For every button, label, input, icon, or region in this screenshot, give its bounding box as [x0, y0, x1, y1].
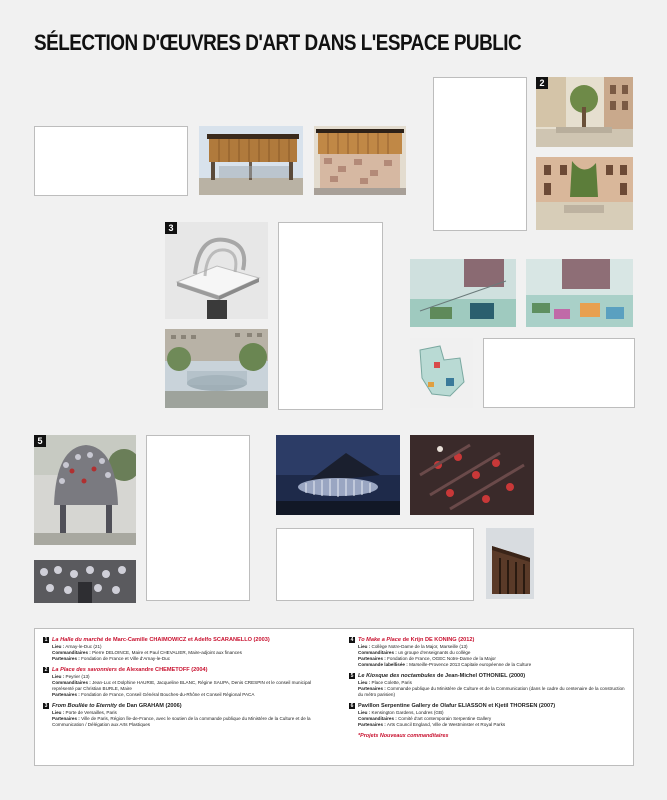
caption-line: Commanditaires : Jean-Luc et Dolphine HAURIE, Jacqueline BLANC, Régine SAUPA, Denis CRESPIN et le conseil municipal représenté par Christian BURLE, Maire	[52, 680, 312, 691]
caption-line: Lieu : Collège Notre-Dame de la Major, Marseille (13)	[358, 644, 468, 649]
place-savonniers-photo-2	[536, 157, 633, 230]
empty-frame	[34, 126, 188, 196]
caption-entry-4	[349, 637, 627, 668]
caption-line: Partenaires : Fondation de France, Conseil Général Bouches-du-Rhône et Conseil Régional PACA	[52, 692, 255, 697]
graham-pavilion-photo	[165, 329, 268, 408]
empty-frame	[146, 435, 250, 601]
caption-line: Lieu : Place Colette, Paris	[358, 680, 412, 685]
market-hall-photo-2	[314, 126, 406, 195]
caption-line: Lieu : Arnay-le-Duc (21)	[52, 644, 102, 649]
make-a-place-photo	[410, 259, 516, 327]
caption-line: Lieu : Porte de Versailles, Paris	[52, 710, 117, 715]
serpentine-exterior-photo	[486, 528, 534, 599]
place-savonniers-photo	[536, 77, 633, 147]
make-a-place-plan	[410, 338, 473, 408]
caption-heading: 4 To Make a Place de Krijn DE KONING (2012)	[350, 637, 475, 643]
empty-frame	[278, 222, 383, 410]
empty-frame	[276, 528, 474, 601]
marker-3: 3	[165, 222, 177, 234]
caption-line: Partenaires : Ville de Paris, Région Île-de-France, avec le soutien de la commande publique du Ministère de la Culture et de la Communication / Délégation aux Arts Plastiques	[52, 716, 311, 727]
caption-line: Partenaires : Arts Council England, Ville de Westminster et Royal Parks	[358, 722, 506, 727]
caption-entry-5	[349, 673, 627, 698]
caption-entry-1	[43, 637, 328, 662]
caption-entry-6	[349, 703, 627, 728]
caption-heading: 1 La Halle du marché de Marc-Camille CHAIMOWICZ et Adelfo SCARANELLO (2003)	[44, 637, 270, 643]
caption-line: Partenaires : Commande publique du Ministère de Culture et de la Communication (dans le cadre du centenaire de la construction du métro parisien)	[358, 686, 625, 697]
caption-entry-2	[43, 667, 328, 698]
caption-line: Commande labellisée : Marseille-Provence 2013 Capitale européenne de la Culture	[358, 662, 532, 667]
caption-column-right	[349, 637, 627, 739]
caption-line: Lieu : Peyrier (13)	[52, 674, 90, 679]
caption-line: Partenaires : Fondation de France, OGEC Notre-Dame de la Major	[358, 656, 496, 661]
caption-line: Partenaires : Fondation de France et Ville d'Arnay-le-Duc	[52, 656, 171, 661]
caption-entry-3	[43, 703, 328, 728]
marker-5: 5	[34, 435, 46, 447]
marker-2: 2	[536, 77, 548, 89]
make-a-place-photo-2	[526, 259, 633, 327]
empty-frame	[433, 77, 527, 231]
page-title: SÉLECTION D'ŒUVRES D'ART DANS L'ESPACE PUBLIC	[34, 30, 522, 55]
caption-line: Commanditaires : Comité d'art contemporain Serpentine Gallery	[358, 716, 492, 721]
caption-heading: 2 La Place des savonniers de Alexandre CHEMETOFF (2004)	[44, 667, 208, 673]
serpentine-pavilion-photo	[276, 435, 400, 515]
caption-panel	[34, 628, 634, 766]
caption-heading: 5 Le Kiosque des noctambules de Jean-Michel OTHONIEL (2000)	[350, 673, 526, 679]
kiosque-detail-photo	[34, 560, 136, 603]
legend-note: *Projets Nouveaux commanditaires	[358, 733, 449, 739]
caption-line: Commanditaires : Pierre DELOINCE, Maire et Paul CHEVALIER, Maire-adjoint aux finances	[52, 650, 242, 655]
caption-line: Lieu : Kensington Gardens, Londres (GB)	[358, 710, 444, 715]
caption-column-left	[43, 637, 328, 733]
kiosque-photo	[34, 435, 136, 545]
serpentine-interior-photo	[410, 435, 534, 515]
empty-frame	[483, 338, 635, 408]
market-hall-photo	[199, 126, 303, 195]
caption-line: Commanditaires : un groupe d'enseignants du collège	[358, 650, 471, 655]
caption-heading: 3 From Boullée to Eternity de Dan GRAHAM (2006)	[44, 703, 182, 709]
graham-model-photo	[165, 222, 268, 319]
caption-heading: 6 Pavillon Serpentine Gallery de Olafur ELIASSON et Kjetil THORSEN (2007)	[350, 703, 556, 709]
